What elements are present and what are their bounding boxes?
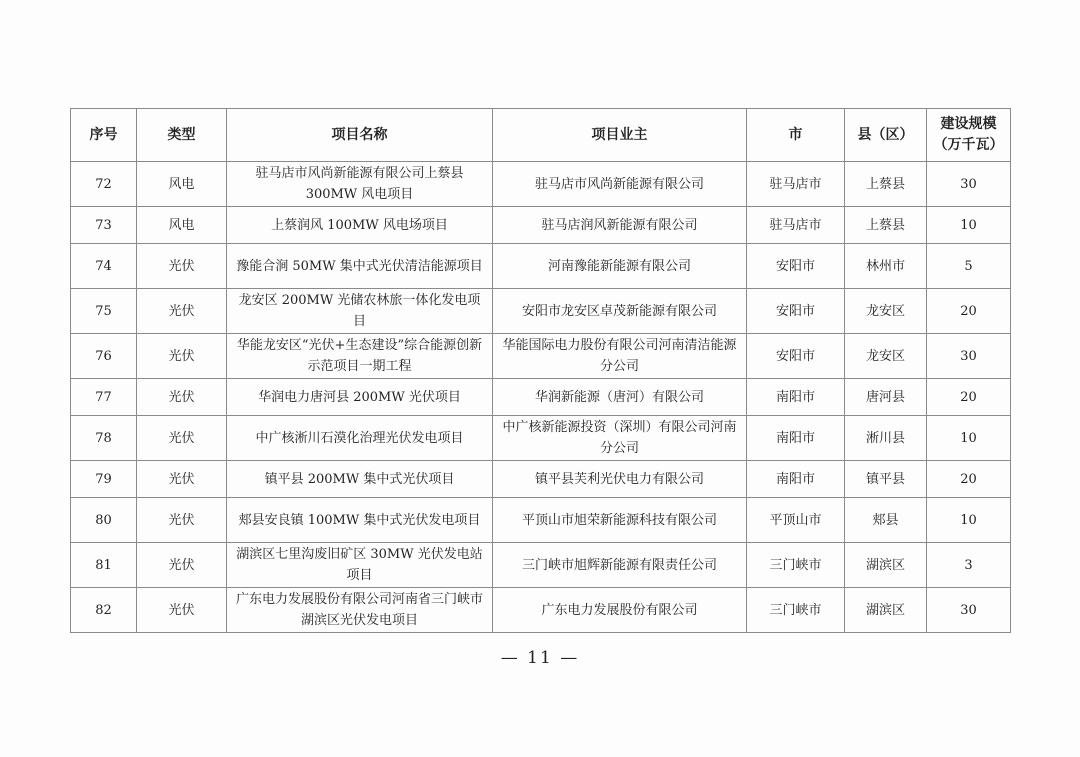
table-row: [71, 379, 1011, 416]
cell-type: 光伏: [137, 379, 227, 416]
cell-city: 平顶山市: [747, 498, 845, 543]
cell-owner: 华润新能源（唐河）有限公司: [493, 379, 747, 416]
cell-owner: 广东电力发展股份有限公司: [493, 588, 747, 633]
cell-scale: 30: [927, 588, 1011, 633]
cell-project-name: 中广核淅川石漠化治理光伏发电项目: [227, 416, 493, 461]
cell-city: 三门峡市: [747, 588, 845, 633]
cell-project-name: 郏县安良镇 100MW 集中式光伏发电项目: [227, 498, 493, 543]
table-row: [71, 543, 1011, 588]
header-scale-line1: 建设规模: [940, 116, 997, 132]
table-row: [71, 162, 1011, 207]
cell-project-name: 驻马店市风尚新能源有限公司上蔡县300MW 风电项目: [227, 162, 493, 207]
header-name: 项目名称: [227, 109, 493, 162]
cell-scale: 20: [927, 289, 1011, 334]
cell-owner: 华能国际电力股份有限公司河南清洁能源分公司: [493, 334, 747, 379]
cell-seq: 74: [71, 244, 137, 289]
cell-county: 湖滨区: [845, 543, 927, 588]
table-header-row: [71, 109, 1011, 162]
cell-city: 三门峡市: [747, 543, 845, 588]
cell-seq: 79: [71, 461, 137, 498]
cell-owner: 驻马店市风尚新能源有限公司: [493, 162, 747, 207]
table-row: [71, 461, 1011, 498]
cell-scale: 30: [927, 334, 1011, 379]
cell-seq: 72: [71, 162, 137, 207]
cell-type: 光伏: [137, 588, 227, 633]
cell-city: 安阳市: [747, 244, 845, 289]
cell-seq: 80: [71, 498, 137, 543]
cell-county: 唐河县: [845, 379, 927, 416]
cell-scale: 20: [927, 379, 1011, 416]
table-row: [71, 588, 1011, 633]
header-scale: [927, 109, 1011, 162]
cell-county: 林州市: [845, 244, 927, 289]
cell-city: 南阳市: [747, 416, 845, 461]
cell-project-name: 广东电力发展股份有限公司河南省三门峡市湖滨区光伏发电项目: [227, 588, 493, 633]
header-county: 县（区）: [845, 109, 927, 162]
cell-seq: 82: [71, 588, 137, 633]
cell-city: 驻马店市: [747, 207, 845, 244]
cell-type: 风电: [137, 162, 227, 207]
cell-scale: 30: [927, 162, 1011, 207]
header-scale-line2: （万千瓦）: [933, 137, 1004, 153]
cell-scale: 10: [927, 498, 1011, 543]
header-type: 类型: [137, 109, 227, 162]
cell-project-name: 华润电力唐河县 200MW 光伏项目: [227, 379, 493, 416]
cell-type: 光伏: [137, 244, 227, 289]
cell-city: 安阳市: [747, 289, 845, 334]
cell-type: 光伏: [137, 498, 227, 543]
cell-type: 光伏: [137, 543, 227, 588]
cell-seq: 77: [71, 379, 137, 416]
header-seq: 序号: [71, 109, 137, 162]
cell-county: 镇平县: [845, 461, 927, 498]
project-table: [70, 108, 1011, 633]
cell-seq: 76: [71, 334, 137, 379]
table-row: [71, 207, 1011, 244]
cell-owner: 三门峡市旭辉新能源有限责任公司: [493, 543, 747, 588]
table-row: [71, 498, 1011, 543]
cell-seq: 81: [71, 543, 137, 588]
cell-type: 光伏: [137, 416, 227, 461]
cell-seq: 73: [71, 207, 137, 244]
cell-owner: 镇平县芙利光伏电力有限公司: [493, 461, 747, 498]
cell-type: 光伏: [137, 461, 227, 498]
cell-project-name: 华能龙安区“光伏+生态建设”综合能源创新示范项目一期工程: [227, 334, 493, 379]
cell-seq: 75: [71, 289, 137, 334]
header-owner: 项目业主: [493, 109, 747, 162]
cell-city: 安阳市: [747, 334, 845, 379]
page-number: — 11 —: [500, 648, 580, 668]
cell-owner: 安阳市龙安区卓茂新能源有限公司: [493, 289, 747, 334]
table-row: [71, 289, 1011, 334]
cell-project-name: 镇平县 200MW 集中式光伏项目: [227, 461, 493, 498]
cell-county: 上蔡县: [845, 207, 927, 244]
table-row: [71, 416, 1011, 461]
cell-project-name: 湖滨区七里沟废旧矿区 30MW 光伏发电站项目: [227, 543, 493, 588]
cell-scale: 3: [927, 543, 1011, 588]
table-body: [71, 162, 1011, 633]
table-row: [71, 244, 1011, 289]
cell-project-name: 豫能合涧 50MW 集中式光伏清洁能源项目: [227, 244, 493, 289]
cell-scale: 5: [927, 244, 1011, 289]
cell-county: 上蔡县: [845, 162, 927, 207]
cell-city: 南阳市: [747, 379, 845, 416]
cell-project-name: 龙安区 200MW 光储农林旅一体化发电项目: [227, 289, 493, 334]
cell-county: 郏县: [845, 498, 927, 543]
cell-county: 湖滨区: [845, 588, 927, 633]
header-city: 市: [747, 109, 845, 162]
cell-scale: 10: [927, 416, 1011, 461]
cell-owner: 河南豫能新能源有限公司: [493, 244, 747, 289]
cell-scale: 20: [927, 461, 1011, 498]
cell-owner: 中广核新能源投资（深圳）有限公司河南分公司: [493, 416, 747, 461]
cell-owner: 驻马店润风新能源有限公司: [493, 207, 747, 244]
cell-scale: 10: [927, 207, 1011, 244]
cell-type: 光伏: [137, 334, 227, 379]
cell-county: 龙安区: [845, 334, 927, 379]
cell-seq: 78: [71, 416, 137, 461]
cell-city: 南阳市: [747, 461, 845, 498]
cell-type: 光伏: [137, 289, 227, 334]
cell-type: 风电: [137, 207, 227, 244]
cell-county: 龙安区: [845, 289, 927, 334]
cell-city: 驻马店市: [747, 162, 845, 207]
table-row: [71, 334, 1011, 379]
cell-project-name: 上蔡润风 100MW 风电场项目: [227, 207, 493, 244]
cell-county: 淅川县: [845, 416, 927, 461]
cell-owner: 平顶山市旭荣新能源科技有限公司: [493, 498, 747, 543]
